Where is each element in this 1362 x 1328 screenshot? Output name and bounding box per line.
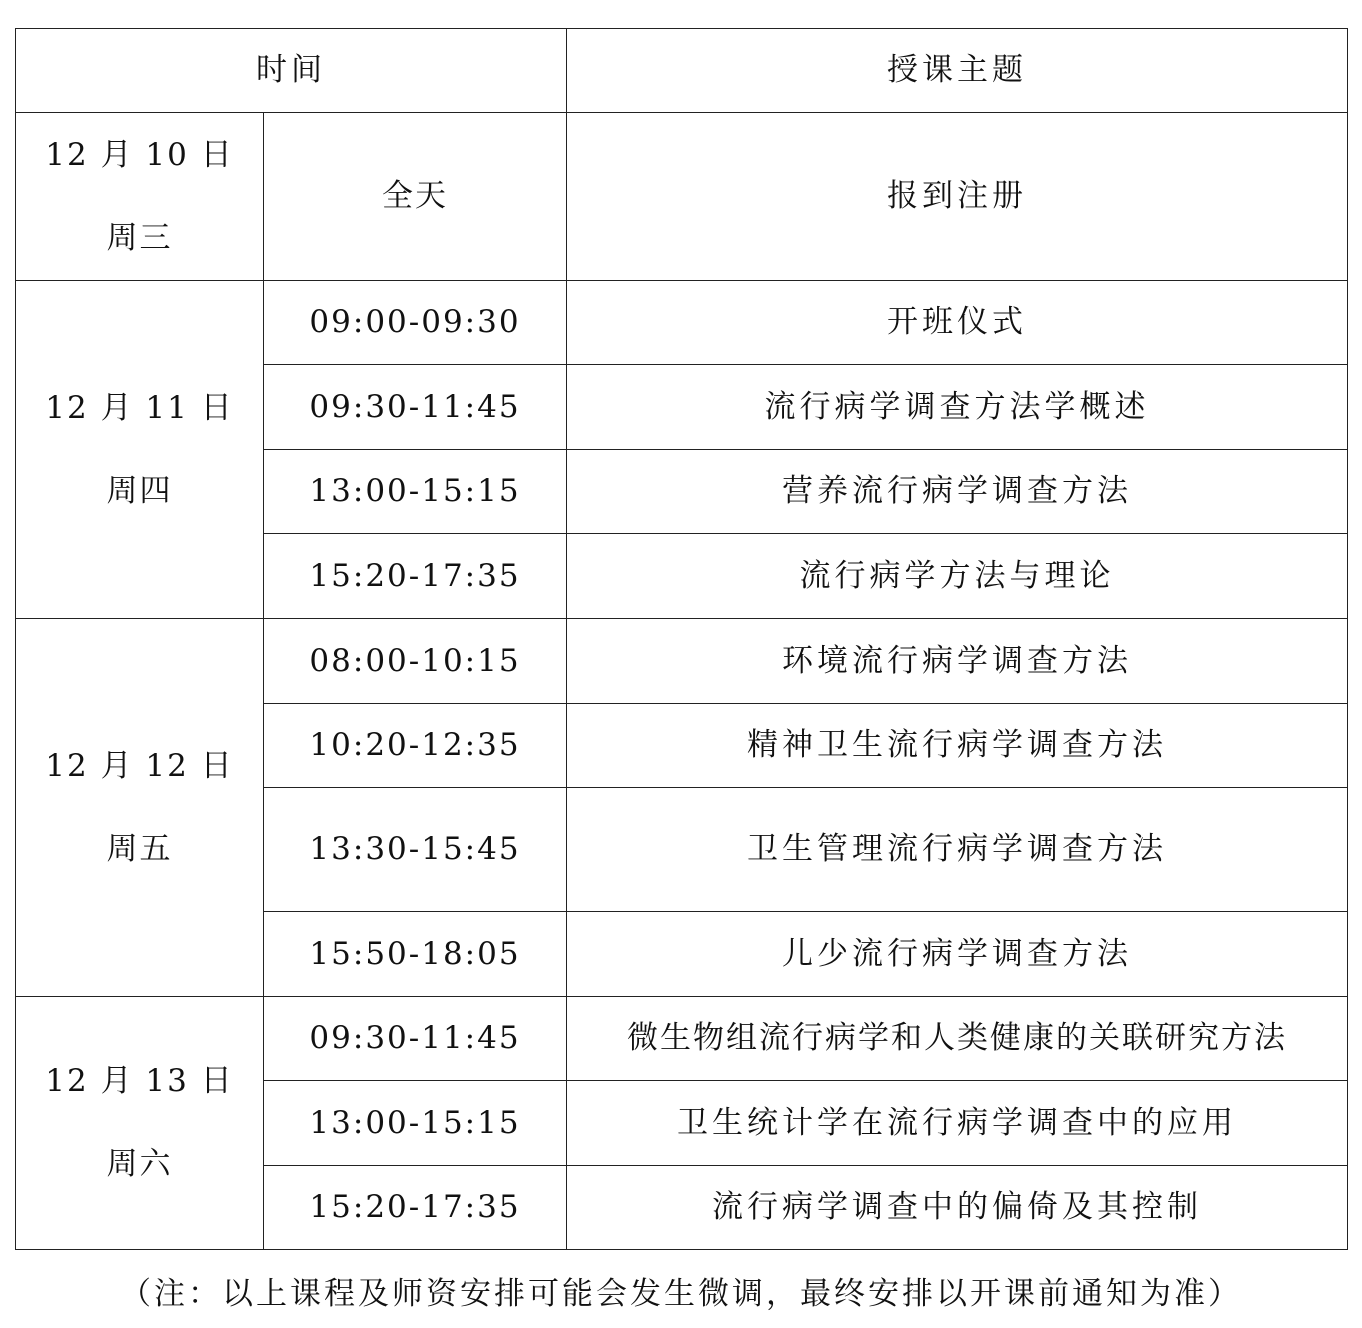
date-cell <box>16 619 264 997</box>
weekday-label: 周六 <box>106 1146 173 1182</box>
topic-cell: 报到注册 <box>567 113 1348 281</box>
weekday-label: 周五 <box>106 830 173 867</box>
topic-cell: 卫生统计学在流行病学调查中的应用 <box>567 1081 1348 1166</box>
topic-cell: 微生物组流行病学和人类健康的关联研究方法 <box>567 997 1348 1081</box>
date-cell <box>16 113 264 281</box>
topic-cell: 精神卫生流行病学调查方法 <box>567 704 1348 788</box>
topic-cell: 流行病学调查方法学概述 <box>567 365 1348 450</box>
time-cell: 10:20-12:35 <box>264 704 567 788</box>
time-cell: 15:20-17:35 <box>264 1166 567 1250</box>
time-cell: 全天 <box>264 113 567 281</box>
footnote: （注：以上课程及师资安排可能会发生微调，最终安排以开课前通知为准） <box>120 1276 1242 1312</box>
weekday-label: 周三 <box>106 219 173 256</box>
date-label: 12 月 12 日 <box>45 747 234 784</box>
time-cell: 15:50-18:05 <box>264 912 567 997</box>
topic-cell: 儿少流行病学调查方法 <box>567 912 1348 997</box>
topic-cell: 开班仪式 <box>567 281 1348 365</box>
date-label: 12 月 13 日 <box>45 1063 234 1099</box>
topic-cell: 营养流行病学调查方法 <box>567 450 1348 534</box>
time-cell: 15:20-17:35 <box>264 534 567 619</box>
date-label: 12 月 11 日 <box>45 389 234 426</box>
header-time: 时间 <box>16 29 567 113</box>
table-row <box>16 113 1348 281</box>
header-topic: 授课主题 <box>567 29 1348 113</box>
time-cell: 08:00-10:15 <box>264 619 567 704</box>
time-cell: 13:30-15:45 <box>264 788 567 912</box>
time-cell: 09:00-09:30 <box>264 281 567 365</box>
topic-cell: 流行病学调查中的偏倚及其控制 <box>567 1166 1348 1250</box>
date-cell <box>16 281 264 619</box>
topic-cell: 环境流行病学调查方法 <box>567 619 1348 704</box>
table-row <box>16 997 1348 1081</box>
date-label: 12 月 10 日 <box>45 136 234 173</box>
table-row <box>16 619 1348 704</box>
weekday-label: 周四 <box>106 472 173 509</box>
time-cell: 09:30-11:45 <box>264 997 567 1081</box>
time-cell: 13:00-15:15 <box>264 450 567 534</box>
schedule-table <box>15 28 1348 1250</box>
table-header-row <box>16 29 1348 113</box>
time-cell: 09:30-11:45 <box>264 365 567 450</box>
topic-cell: 卫生管理流行病学调查方法 <box>567 788 1348 912</box>
time-cell: 13:00-15:15 <box>264 1081 567 1166</box>
table-row <box>16 281 1348 365</box>
date-cell <box>16 997 264 1250</box>
topic-cell: 流行病学方法与理论 <box>567 534 1348 619</box>
